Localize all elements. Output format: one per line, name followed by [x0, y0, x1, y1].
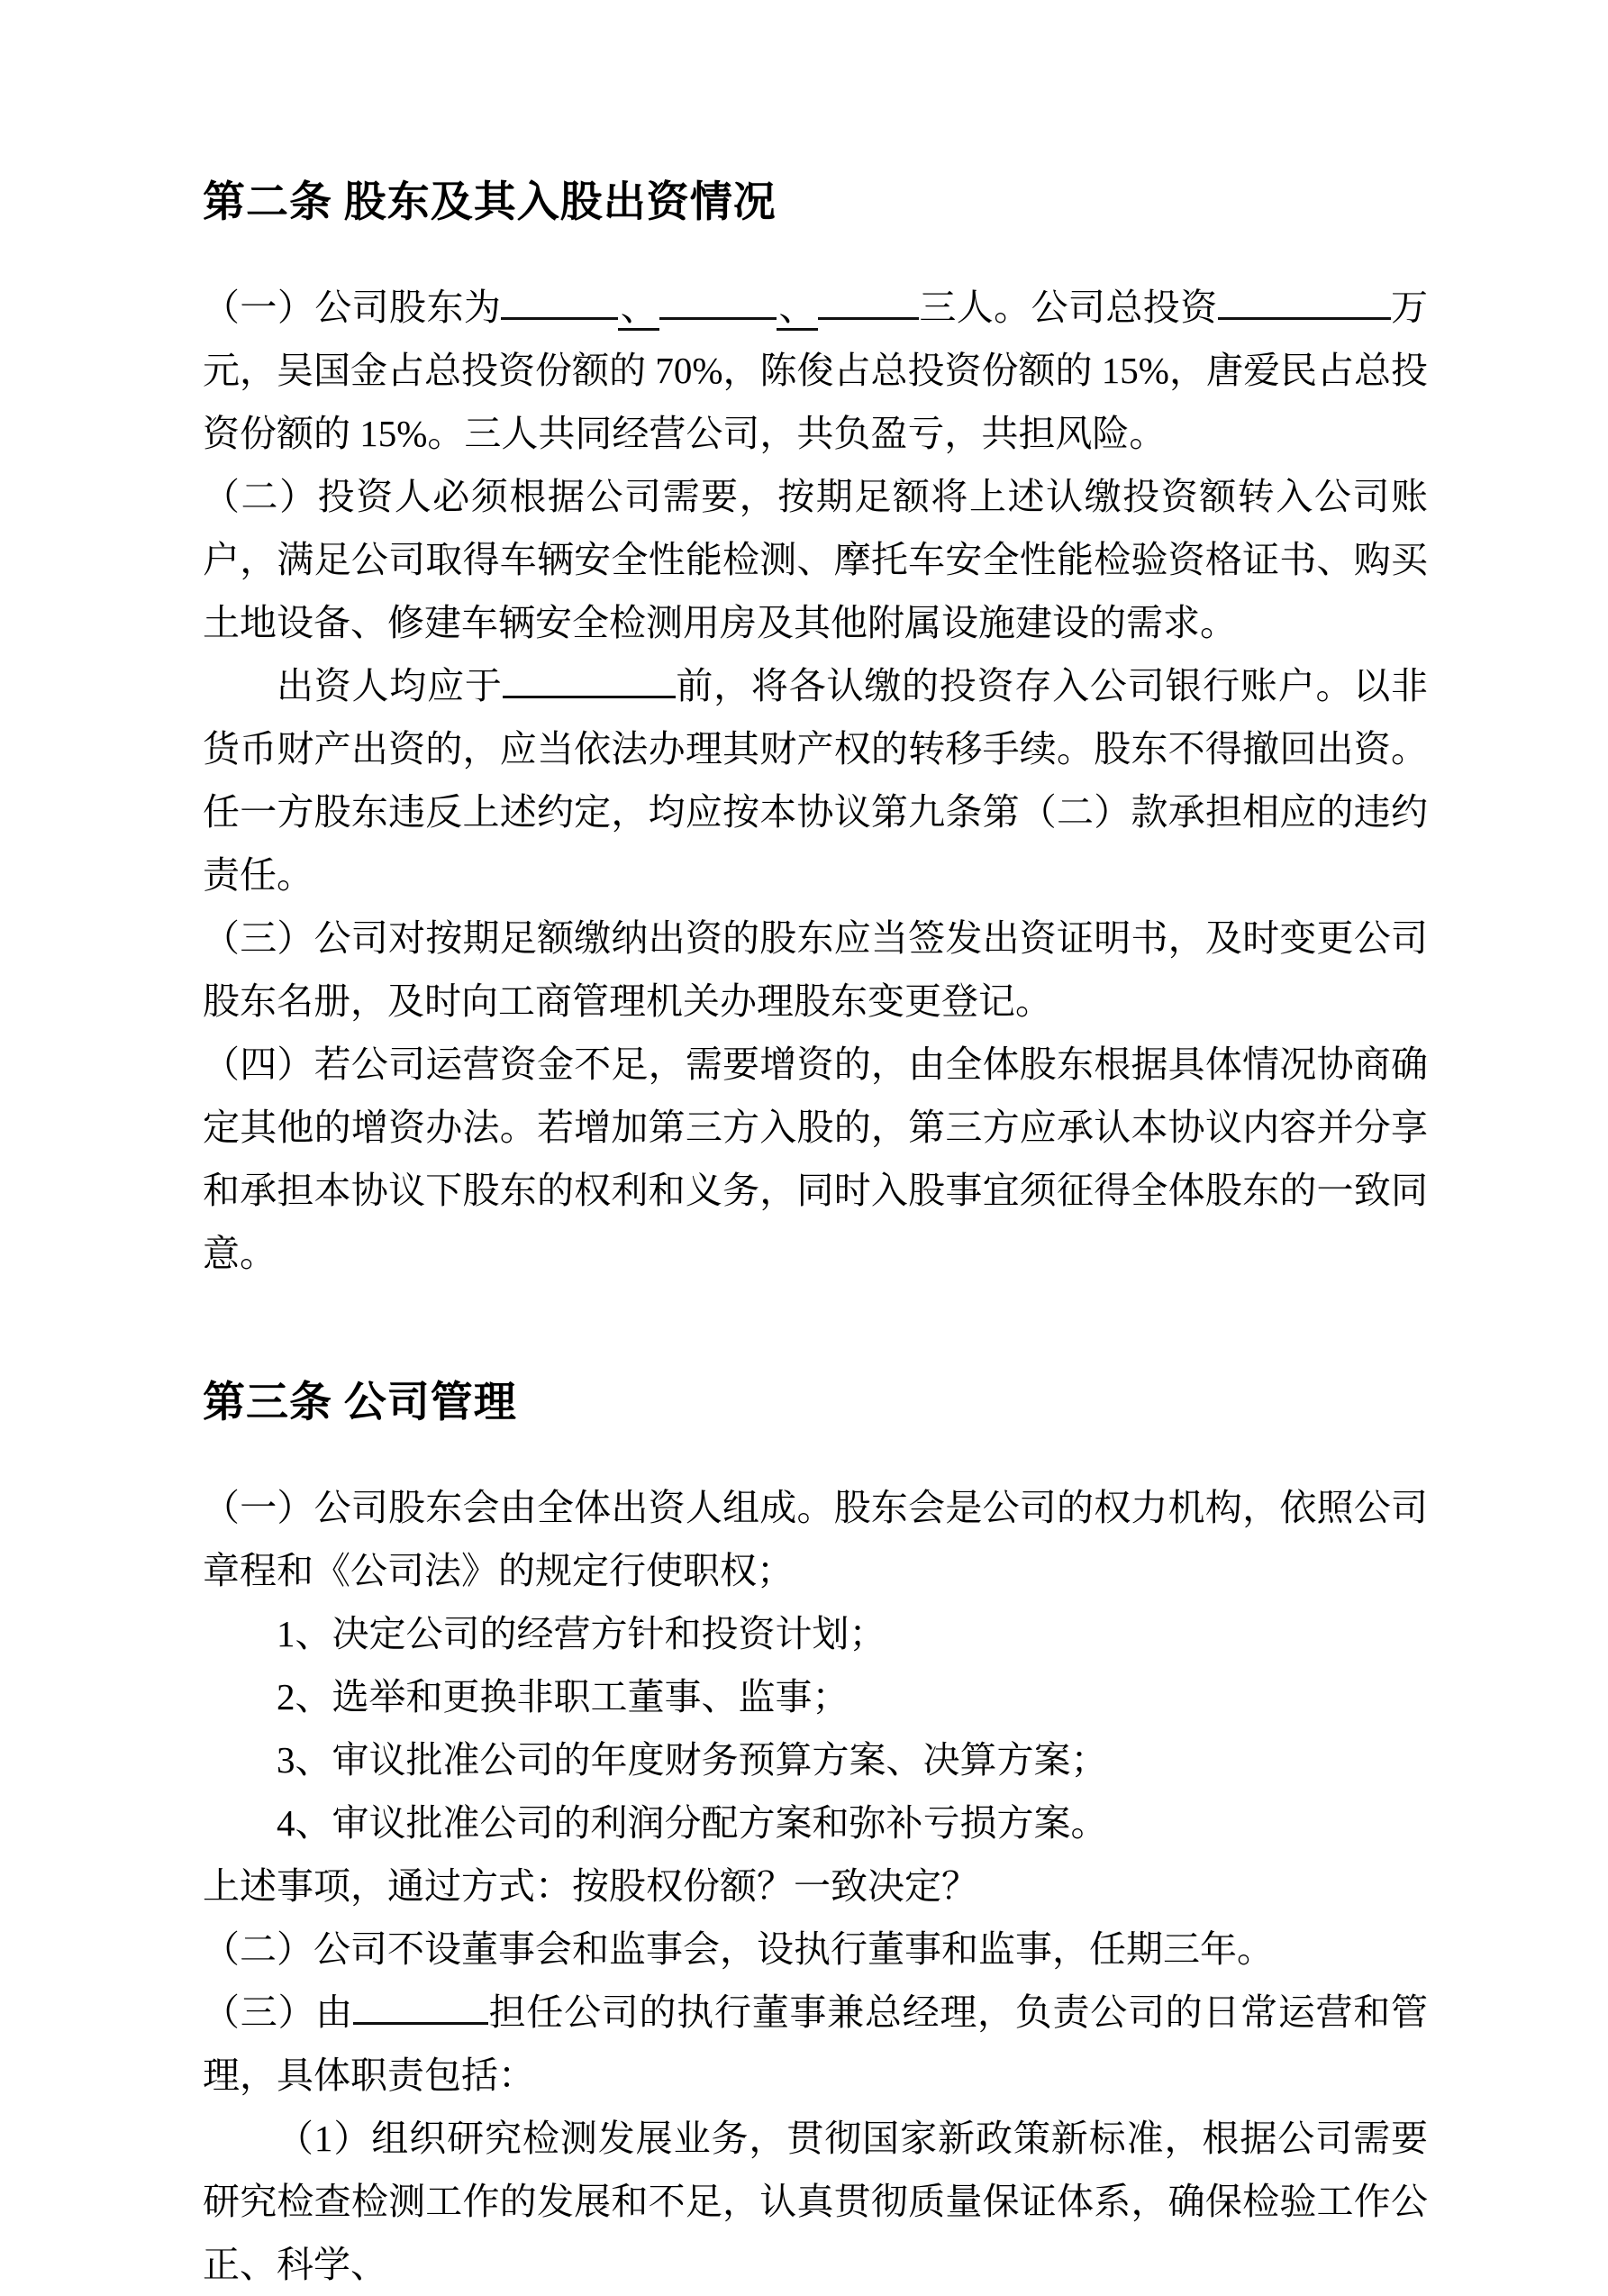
text-run: 三人。公司总投资: [918, 287, 1218, 328]
text-run: 担任公司的执行董事兼总经理，负责公司的日常运营和管理，具体职责包括：: [203, 1991, 1429, 2096]
contract-section: [203, 1371, 1428, 2296]
paragraph: [203, 1791, 1428, 1854]
text-run: 、: [618, 287, 659, 331]
text-run: 2、选举和更换非职工董事、监事；: [277, 1676, 849, 1717]
blank-fill-in-field: [659, 312, 777, 320]
contract-section: [203, 171, 1428, 1285]
text-run: 前，将各认缴的投资存入公司银行账户。以非货币财产出资的，应当依法办理其财产权的转移手续。股东不得撤回出资。任一方股东违反上述约定，均应按本协议第九条第（二）款承担相应的违约责任。: [203, 665, 1429, 896]
paragraph: [203, 1033, 1428, 1285]
paragraph: [203, 654, 1428, 907]
blank-fill-in-field: [501, 312, 618, 320]
text-run: 上述事项，通过方式：按股权份额？一致决定？: [203, 1865, 978, 1907]
paragraph: [203, 907, 1428, 1033]
text-run: 万元，吴国金占总投资份额的 70%，陈俊占总投资份额的 15%，唐爱民占总投资份额的 15%。三人共同经营公司，共负盈亏，共担风险。: [203, 287, 1429, 454]
section-heading: 第三条 公司管理: [203, 1380, 517, 1426]
text-run: （三）由: [203, 1991, 353, 2033]
text-run: （三）公司对按期足额缴纳出资的股东应当签发出资证明书，及时变更公司股东名册，及时向工商管理机关办理股东变更登记。: [203, 917, 1428, 1022]
blank-fill-in-field: [503, 690, 676, 698]
paragraph: [203, 465, 1428, 654]
paragraph: [203, 1981, 1428, 2107]
paragraph: [203, 1602, 1428, 1665]
text-run: 、: [777, 287, 818, 331]
text-run: （1）组织研究检测发展业务，贯彻国家新政策新标准，根据公司需要研究检查检测工作的发展和不足，认真贯彻质量保证体系，确保检验工作公正、科学、: [203, 2118, 1428, 2285]
paragraph: [203, 276, 1428, 465]
text-run: 1、决定公司的经营方针和投资计划；: [277, 1613, 886, 1654]
paragraph: [203, 1476, 1428, 1602]
text-run: （一）公司股东会由全体出资人组成。股东会是公司的权力机构，依照公司章程和《公司法》的规定行使职权；: [203, 1487, 1428, 1591]
text-run: （一）公司股东为: [203, 287, 502, 328]
blank-fill-in-field: [818, 312, 919, 320]
text-run: 3、审议批准公司的年度财务预算方案、决算方案；: [277, 1739, 1108, 1781]
text-run: （四）若公司运营资金不足，需要增资的，由全体股东根据具体情况协商确定其他的增资办法。若增加第三方入股的，第三方应承认本协议内容并分享和承担本协议下股东的权利和义务，同时入股事宜须征得全体股东的一致同意。: [203, 1043, 1428, 1274]
text-run: （二）公司不设董事会和监事会，设执行董事和监事，任期三年。: [203, 1928, 1274, 1970]
document-page: [203, 171, 1428, 2296]
paragraph: [203, 1665, 1428, 1728]
blank-fill-in-field: [353, 2017, 488, 2025]
paragraph: [203, 1918, 1428, 1981]
paragraph: [203, 2107, 1428, 2296]
paragraph: [203, 1854, 1428, 1918]
text-run: 4、审议批准公司的利润分配方案和弥补亏损方案。: [277, 1802, 1108, 1844]
section-heading: 第二条 股东及其入股出资情况: [203, 179, 777, 226]
text-run: 出资人均应于: [277, 665, 503, 706]
paragraph: [203, 1728, 1428, 1791]
text-run: （二）投资人必须根据公司需要，按期足额将上述认缴投资额转入公司账户，满足公司取得车辆安全性能检测、摩托车安全性能检验资格证书、购买土地设备、修建车辆安全检测用房及其他附属设施建设的需求。: [203, 476, 1428, 643]
blank-fill-in-field: [1218, 312, 1391, 320]
